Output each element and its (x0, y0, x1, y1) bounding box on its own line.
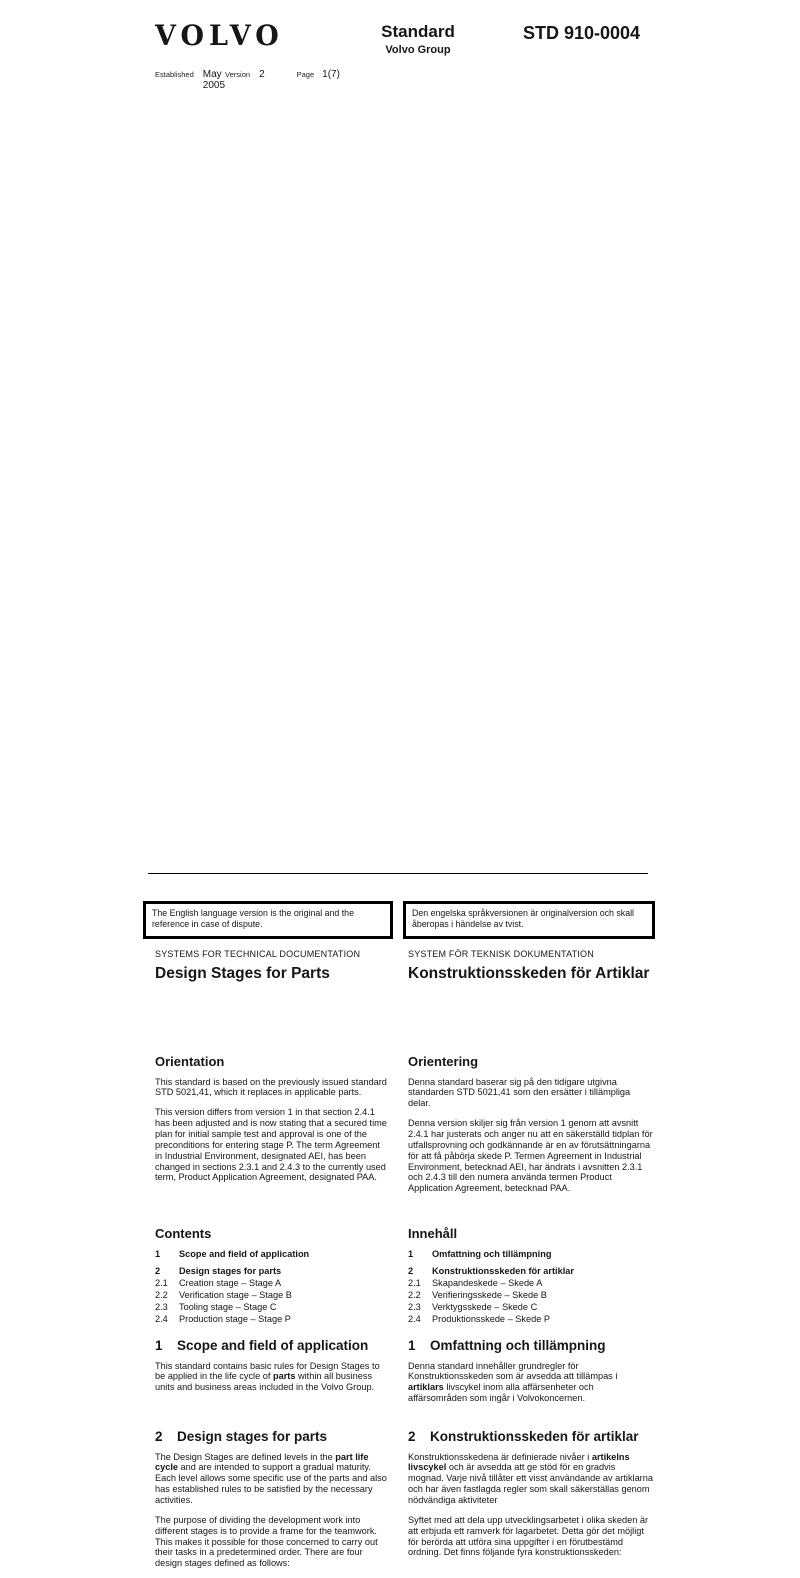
toc-label: Skapandeskede – Skede A (432, 1278, 543, 1289)
notice-box-swedish: Den engelska språkversionen är originalversion och skall åberopas i händelse av tvist. (403, 901, 655, 939)
section2-para1-sv: Konstruktionsskedena är definierade nivåer i artikelns livscykel och är avsedda att ge stöd för en gradvis mognad. Varje nivå tillåter ett visst användande av artiklarna och har även fastlagda regler som skall säkerställas genom nödvändiga aktiviteter (408, 1451, 653, 1505)
contents-col-en (143, 1226, 403, 1328)
toc-num: 2.4 (155, 1314, 168, 1325)
orientation-col-en (143, 1054, 403, 1216)
contents-col-sv (403, 1226, 655, 1328)
section-number: 1 (155, 1337, 163, 1353)
contents-heading-sv: Innehåll (408, 1225, 458, 1241)
orientation-row (143, 1054, 655, 1216)
section2-col-en (143, 1429, 403, 1578)
toc-num: 2.2 (408, 1290, 421, 1301)
section1-row (143, 1338, 655, 1419)
toc-sv (408, 1249, 653, 1327)
header-divider (148, 873, 648, 874)
header-meta-row (143, 69, 655, 869)
toc-label: Design stages for parts (179, 1266, 282, 1277)
orientation-para1-sv: Denna standard baserar sig på den tidigare utgivna standarden STD 5021,41 som den ersätter i tillämpliga delar. (408, 1076, 631, 1109)
section1-col-sv (403, 1338, 655, 1419)
toc-num: 2 (155, 1266, 161, 1277)
section-number: 2 (408, 1428, 416, 1444)
toc-item (155, 1302, 389, 1314)
toc-en (155, 1249, 389, 1327)
section1-heading-en (155, 1338, 389, 1353)
toc-item (408, 1266, 653, 1278)
toc-item (155, 1266, 389, 1278)
version-value: 2 (259, 68, 265, 80)
toc-item (155, 1278, 389, 1290)
section2-row (143, 1429, 655, 1578)
section-title: Omfattning och tillämpning (430, 1337, 606, 1353)
page-value: 1(7) (322, 68, 340, 80)
kicker-en: SYSTEMS FOR TECHNICAL DOCUMENTATION (155, 948, 361, 959)
title-col-sv (403, 949, 655, 1044)
toc-num: 2.4 (408, 1314, 421, 1325)
section2-heading-sv (408, 1429, 653, 1444)
section1-heading-sv (408, 1338, 653, 1353)
section1-col-en (143, 1338, 403, 1419)
toc-num: 2.1 (408, 1278, 421, 1289)
toc-label: Produktionsskede – Skede P (432, 1314, 550, 1325)
doc-title-en: Design Stages for Parts (155, 964, 330, 982)
toc-num: 2 (408, 1266, 414, 1277)
toc-num: 1 (408, 1248, 414, 1259)
toc-num: 1 (155, 1248, 161, 1259)
section-title: Konstruktionsskeden för artiklar (430, 1428, 639, 1444)
section2-para2-sv: Syftet med att dela upp utvecklingsarbetet i olika skeden är att erbjuda ett ramverk för lagarbetet. Detta gör det möjligt för berörda att utföra sina uppgifter i en förutbestämd ordning. Det finns följande fyra konstruktionsskeden: (408, 1514, 649, 1558)
toc-label: Scope and field of application (179, 1248, 310, 1259)
orientation-para2-en: This version differs from version 1 in that section 2.4.1 has been adjusted and is now stating that a secured time plan for initial sample test and approval is one of the preconditions for entering stage P. The term Agreement in Industrial Environment, designated AEI, has been changed in sections 2.3.1 and 2.4.3 to the currently used term, Product Application Agreement, designated PAA. (155, 1107, 387, 1183)
section-number: 2 (155, 1428, 163, 1444)
toc-num: 2.3 (155, 1302, 168, 1313)
notice-boxes (143, 901, 655, 939)
toc-num: 2.2 (155, 1290, 168, 1301)
contents-heading-en: Contents (155, 1225, 212, 1241)
toc-item (408, 1314, 653, 1326)
toc-label: Konstruktionsskeden för artiklar (432, 1266, 574, 1277)
toc-label: Verifieringsskede – Skede B (432, 1290, 547, 1301)
org-name: Volvo Group (385, 43, 451, 56)
toc-item (408, 1249, 653, 1261)
contents-row (143, 1226, 655, 1328)
notice-box-english: The English language version is the original and the reference in case of dispute. (143, 901, 393, 939)
toc-item (155, 1290, 389, 1302)
established-label: Established (155, 69, 194, 79)
section2-para1-en: The Design Stages are defined levels in the part life cycle and are intended to support a gradual maturity. Each level allows some specific use of the parts and also has established rules to be satisfied by the necessary activities. (155, 1451, 387, 1505)
section1-para-en: This standard contains basic rules for Design Stages to be applied in the life cycle of parts within all business units and business areas included in the Volvo Group. (155, 1360, 380, 1393)
section2-heading-en (155, 1429, 389, 1444)
section1-para-sv: Denna standard innehåller grundregler för Konstruktionsskeden som är avsedda att tillämpas i artiklars livscykel inom alla affärsenheter och affärsområden som ingår i Volvokoncernen. (408, 1360, 618, 1404)
volvo-logo: VOLVO (155, 19, 284, 53)
orientation-heading-en: Orientation (155, 1053, 225, 1069)
toc-item (408, 1290, 653, 1302)
section-title: Scope and field of application (177, 1337, 369, 1353)
doc-title-sv: Konstruktionsskeden för Artiklar (408, 964, 650, 982)
orientation-col-sv (403, 1054, 655, 1216)
toc-label: Production stage – Stage P (179, 1314, 291, 1325)
toc-num: 2.1 (155, 1278, 168, 1289)
toc-label: Verification stage – Stage B (179, 1290, 292, 1301)
doc-number: STD 910-0004 (523, 23, 641, 43)
header-center (313, 23, 523, 56)
section2-col-sv (403, 1429, 655, 1578)
toc-item (408, 1302, 653, 1314)
section-number: 1 (408, 1337, 416, 1353)
kicker-sv: SYSTEM FÖR TEKNISK DOKUMENTATION (408, 948, 594, 959)
section2-para2-en: The purpose of dividing the development work into different stages is to provide a frame for the teamwork. This makes it possible for those concerned to carry out their tasks in a predetermined order. There are four design stages defined as follows: (155, 1514, 378, 1569)
toc-num: 2.3 (408, 1302, 421, 1313)
doc-type: Standard (381, 22, 455, 41)
page-content (143, 19, 655, 1578)
document-header (143, 19, 655, 56)
version-label: Version (225, 69, 251, 79)
established-group (155, 69, 225, 91)
established-value: May 2005 (202, 68, 226, 91)
title-row (143, 949, 655, 1044)
version-group (225, 69, 265, 80)
title-col-en (143, 949, 403, 1044)
toc-item (155, 1314, 389, 1326)
toc-label: Tooling stage – Stage C (179, 1302, 277, 1313)
toc-label: Verktygsskede – Skede C (432, 1302, 538, 1313)
page-label: Page (296, 69, 315, 79)
orientation-para2-sv: Denna version skiljer sig från version 1 genom att avsnitt 2.4.1 har justerats och anger nu att en säkerställd tidplan för utfallsprovning och godkännande är en av förutsättningarna för att få påbörja skede P. Termen Agreement in Industrial Environment, betecknad AEI, har ändrats i avsnitten 2.3.1 och 2.4.3 till den numera använda termen Product Application Agreement, betecknad PAA. (408, 1118, 653, 1194)
section-title: Design stages for parts (177, 1428, 328, 1444)
orientation-para1-en: This standard is based on the previously issued standard STD 5021,41, which it replaces in applicable parts. (155, 1076, 387, 1098)
toc-label: Creation stage – Stage A (179, 1278, 282, 1289)
orientation-heading-sv: Orientering (408, 1053, 479, 1069)
toc-item (155, 1249, 389, 1261)
page-group (297, 69, 655, 869)
toc-label: Omfattning och tillämpning (432, 1248, 552, 1259)
toc-item (408, 1278, 653, 1290)
